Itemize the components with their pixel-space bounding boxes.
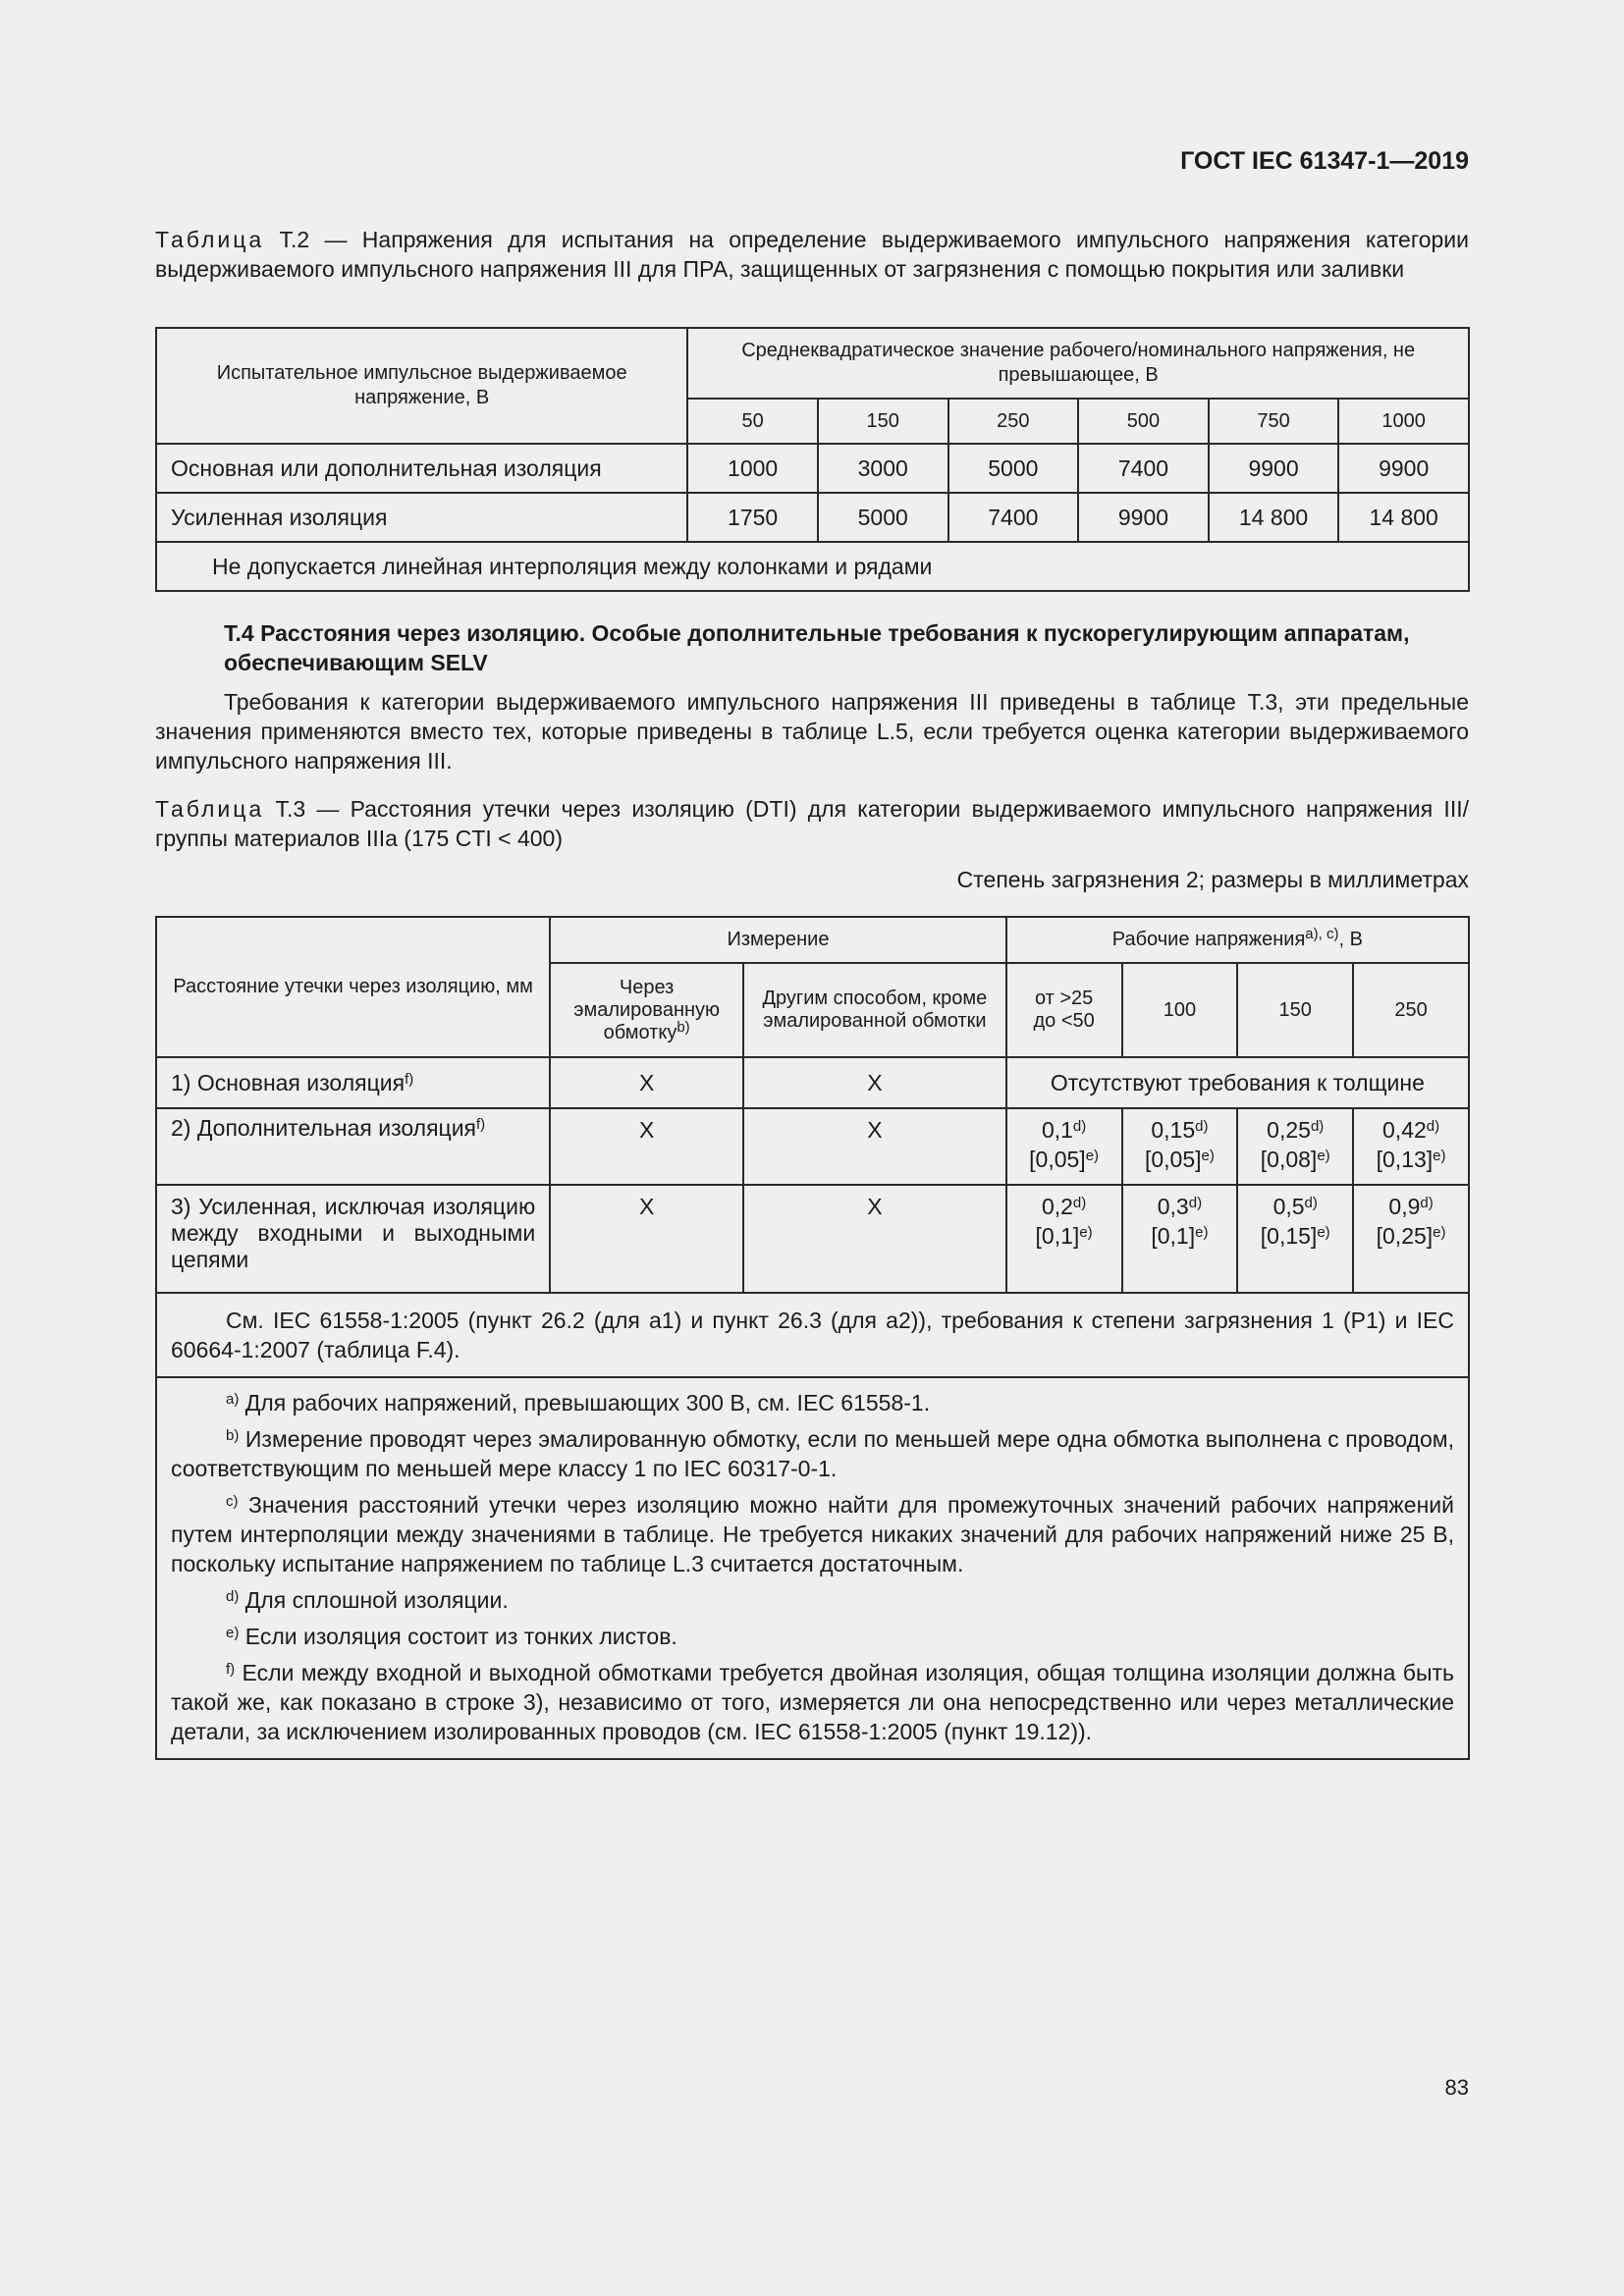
footnote bbox=[171, 1388, 1454, 1417]
t2-voltage-header: 150 bbox=[818, 399, 948, 444]
t2-cell: 5000 bbox=[948, 444, 1079, 493]
t2-cell: 5000 bbox=[818, 493, 948, 542]
t3-value-cell bbox=[1237, 1185, 1353, 1293]
value: 0,2 bbox=[1041, 1194, 1073, 1219]
t3-row1-note: Отсутствуют требования к толщине bbox=[1006, 1057, 1469, 1108]
footnote bbox=[171, 1424, 1454, 1483]
standard-code: ГОСТ IEC 61347-1—2019 bbox=[1180, 147, 1469, 175]
caption-text: T.3 — Расстояния утечки через изоляцию (DTI) для категории выдерживаемого импульсного напряжения III/группы материалов IIIa (175 CTI < 400) bbox=[155, 796, 1469, 851]
section-body: Требования к категории выдерживаемого импульсного напряжения III приведены в таблице T.3, эти предельные значения применяются вместо тех, которые приведены в таблице L.5, если требуется оценка категории выдерживаемого импульсного напряжения III. bbox=[155, 689, 1469, 774]
t2-cell: 7400 bbox=[1078, 444, 1209, 493]
bracket-value: [0,05] bbox=[1144, 1147, 1202, 1172]
t3-measure-col-b: Другим способом, кроме эмалированной обмотки bbox=[743, 963, 1006, 1057]
voltage-header-text: Рабочие напряжения bbox=[1111, 929, 1306, 950]
footnote-mark: a) bbox=[226, 1391, 240, 1408]
bracket-sup: e) bbox=[1317, 1224, 1330, 1241]
caption-label: Таблица bbox=[155, 227, 265, 252]
bracket-value: [0,08] bbox=[1260, 1147, 1318, 1172]
t3-row-label bbox=[156, 1108, 550, 1185]
t3-value-cell bbox=[1122, 1108, 1238, 1185]
t3-mark: X bbox=[743, 1108, 1006, 1185]
footnote-text: Для сплошной изоляции. bbox=[239, 1587, 509, 1613]
t2-cell: 1000 bbox=[687, 444, 818, 493]
t3-mark: X bbox=[550, 1057, 743, 1108]
t3-value-cell bbox=[1353, 1108, 1469, 1185]
value: 0,3 bbox=[1157, 1194, 1189, 1219]
value: 0,25 bbox=[1267, 1117, 1311, 1143]
t3-mark: X bbox=[743, 1057, 1006, 1108]
t3-value-cell bbox=[1006, 1185, 1122, 1293]
value-sup: d) bbox=[1420, 1195, 1434, 1211]
t2-voltage-header: 750 bbox=[1209, 399, 1339, 444]
footnote-text: Если изоляция состоит из тонких листов. bbox=[239, 1624, 677, 1649]
t3-voltage-col: 100 bbox=[1122, 963, 1238, 1057]
t3-voltage-col: 250 bbox=[1353, 963, 1469, 1057]
row-label-sup: f) bbox=[476, 1116, 486, 1133]
t2-voltage-header: 50 bbox=[687, 399, 818, 444]
t3-measure-col-a bbox=[550, 963, 743, 1057]
footnote bbox=[171, 1622, 1454, 1651]
value-sup: d) bbox=[1304, 1195, 1318, 1211]
bracket-sup: e) bbox=[1317, 1148, 1330, 1164]
measure-col-a-text: Через эмалированную обмотку bbox=[573, 976, 721, 1043]
bracket-value: [0,05] bbox=[1029, 1147, 1086, 1172]
t2-cell: 9900 bbox=[1209, 444, 1339, 493]
t3-voltage-col: от >25 до <50 bbox=[1006, 963, 1122, 1057]
value: 0,15 bbox=[1151, 1117, 1196, 1143]
bracket-value: [0,25] bbox=[1376, 1223, 1434, 1249]
footnote-mark: f) bbox=[226, 1661, 236, 1678]
bracket-sup: e) bbox=[1201, 1148, 1215, 1164]
footnote-mark: b) bbox=[226, 1427, 240, 1444]
table-row bbox=[156, 444, 1469, 493]
footnote-text: Значения расстояний утечки через изоляцию можно найти для промежуточных значений рабочих напряжений путем интерполяции между значениями в таблице. Не требуется никаких значений для рабочих напряжений ниже 25 В, поскольку испытание напряжением по таблице L.3 считается достаточным. bbox=[171, 1492, 1454, 1576]
footnote-text: Измерение проводят через эмалированную обмотку, если по меньшей мере одна обмотка выполнена с проводом, соответствующим по меньшей мере классу 1 по IEC 60317-0-1. bbox=[171, 1426, 1454, 1481]
t2-cell: 14 800 bbox=[1338, 493, 1469, 542]
bracket-sup: e) bbox=[1195, 1224, 1209, 1241]
t2-row-label: Основная или дополнительная изоляция bbox=[156, 444, 687, 493]
t3-value-cell bbox=[1353, 1185, 1469, 1293]
t3-mark: X bbox=[743, 1185, 1006, 1293]
table-row bbox=[156, 493, 1469, 542]
t2-row-label: Усиленная изоляция bbox=[156, 493, 687, 542]
t3-row-label: 3) Усиленная, исключая изоляцию между входными и выходными цепями bbox=[156, 1185, 550, 1293]
footnote-text: Если между входной и выходной обмотками требуется двойная изоляция, общая толщина изоляции должна быть такой же, как показано в строке 3), независимо от того, измеряется ли она непосредственно или через металлические детали, за исключением изолированных проводов (см. IEC 61558-1:2005 (пункт 19.12)). bbox=[171, 1660, 1454, 1744]
bracket-sup: e) bbox=[1085, 1148, 1100, 1164]
bracket-value: [0,1] bbox=[1035, 1223, 1080, 1249]
measure-col-a-sup: b) bbox=[677, 1018, 690, 1036]
value-sup: d) bbox=[1310, 1118, 1325, 1135]
t3-mark: X bbox=[550, 1185, 743, 1293]
caption-text: T.2 — Напряжения для испытания на определение выдерживаемого импульсного напряжения категории выдерживаемого импульсного напряжения III для ПРА, защищенных от загрязнения с помощью покрытия или заливки bbox=[155, 227, 1469, 282]
bracket-sup: e) bbox=[1433, 1148, 1446, 1164]
bracket-value: [0,13] bbox=[1376, 1147, 1434, 1172]
t2-note: Не допускается линейная интерполяция между колонками и рядами bbox=[156, 542, 1469, 591]
table-row bbox=[156, 1057, 1469, 1108]
footnote bbox=[171, 1490, 1454, 1578]
section-heading: T.4 Расстояния через изоляцию. Особые дополнительные требования к пускорегулирующим аппаратам, обеспечивающим SELV bbox=[224, 620, 1410, 675]
t3-value-cell bbox=[1006, 1108, 1122, 1185]
t2-cell: 14 800 bbox=[1209, 493, 1339, 542]
table-t3 bbox=[155, 916, 1470, 1760]
bracket-sup: e) bbox=[1079, 1224, 1093, 1241]
voltage-header-unit: , В bbox=[1338, 929, 1363, 950]
bracket-value: [0,15] bbox=[1260, 1223, 1318, 1249]
footnote bbox=[171, 1658, 1454, 1746]
t3-value-cell bbox=[1237, 1108, 1353, 1185]
value-sup: d) bbox=[1072, 1195, 1087, 1211]
t3-col1-header: Расстояние утечки через изоляцию, мм bbox=[156, 917, 550, 1057]
table-t2 bbox=[155, 327, 1470, 592]
value-sup: d) bbox=[1188, 1195, 1203, 1211]
t2-voltage-header: 1000 bbox=[1338, 399, 1469, 444]
t2-cell: 9900 bbox=[1338, 444, 1469, 493]
t2-voltage-header: 500 bbox=[1078, 399, 1209, 444]
t3-voltage-col: 150 bbox=[1237, 963, 1353, 1057]
caption-label: Таблица bbox=[155, 796, 265, 822]
t2-col1-header: Испытательное импульсное выдерживаемое напряжение, В bbox=[156, 328, 687, 444]
value: 0,9 bbox=[1388, 1194, 1421, 1219]
row-label-sup: f) bbox=[405, 1070, 414, 1088]
footnote bbox=[171, 1585, 1454, 1615]
value: 0,42 bbox=[1382, 1117, 1427, 1143]
t3-footnotes bbox=[156, 1377, 1469, 1759]
value: 0,5 bbox=[1272, 1194, 1305, 1219]
t2-cell: 3000 bbox=[818, 444, 948, 493]
t3-voltage-header bbox=[1006, 917, 1469, 963]
page-number: 83 bbox=[1444, 2075, 1469, 2100]
row-label-text: 1) Основная изоляция bbox=[171, 1069, 406, 1095]
t3-mark: X bbox=[550, 1108, 743, 1185]
row-label-text: 2) Дополнительная изоляция bbox=[171, 1115, 476, 1141]
value-sup: d) bbox=[1426, 1118, 1440, 1135]
t2-voltage-header: 250 bbox=[948, 399, 1079, 444]
t3-value-cell bbox=[1122, 1185, 1238, 1293]
voltage-header-sup: a), c) bbox=[1305, 926, 1339, 942]
table-row bbox=[156, 1108, 1469, 1185]
footnote-mark: d) bbox=[226, 1588, 240, 1605]
bracket-value: [0,1] bbox=[1151, 1223, 1196, 1249]
footnote-mark: c) bbox=[226, 1493, 239, 1510]
t3-measure-header: Измерение bbox=[550, 917, 1006, 963]
value-sup: d) bbox=[1072, 1118, 1087, 1135]
t2-cell: 7400 bbox=[948, 493, 1079, 542]
units-note: Степень загрязнения 2; размеры в миллиметрах bbox=[956, 867, 1469, 892]
value: 0,1 bbox=[1041, 1117, 1073, 1143]
table-t3-caption bbox=[155, 794, 1469, 853]
t2-cell: 1750 bbox=[687, 493, 818, 542]
bracket-sup: e) bbox=[1433, 1224, 1446, 1241]
table-row bbox=[156, 1185, 1469, 1293]
t2-group-header: Среднеквадратическое значение рабочего/номинального напряжения, не превышающее, В bbox=[687, 328, 1469, 399]
t3-see-note: См. IEC 61558-1:2005 (пункт 26.2 (для a1) и пункт 26.3 (для a2)), требования к степени загрязнения 1 (P1) и IEC 60664-1:2007 (таблица F.4). bbox=[156, 1293, 1469, 1377]
t2-cell: 9900 bbox=[1078, 493, 1209, 542]
value-sup: d) bbox=[1195, 1118, 1209, 1135]
footnote-mark: e) bbox=[226, 1625, 240, 1641]
t3-row-label bbox=[156, 1057, 550, 1108]
table-t2-caption bbox=[155, 225, 1469, 284]
footnote-text: Для рабочих напряжений, превышающих 300 В, см. IEC 61558-1. bbox=[239, 1390, 931, 1415]
